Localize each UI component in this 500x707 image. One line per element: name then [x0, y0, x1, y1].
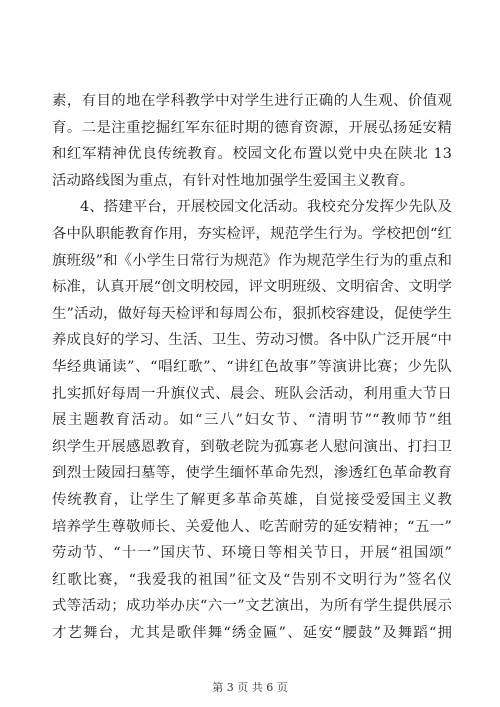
- text-line-14: 织学生开展感恩教育，到敬老院为孤寡老人慰问演出、打扫卫: [52, 438, 452, 455]
- text-line-12: 扎实抓好每周一升旗仪式、晨会、班队会活动，利用重大节日: [52, 385, 452, 402]
- text-line-7: 旗班级”和《小学生日常行为规范》作为规范学生行为的重点和: [52, 252, 452, 269]
- text-line-3: 和红军精神优良传统教育。校园文化布置以党中央在陕北 13: [52, 146, 452, 163]
- text-line-21: 才艺舞台，尤其是歌伴舞“绣金匾”、延安“腰鼓”及舞蹈“拥: [52, 624, 452, 641]
- page-number-footer: 第 3 页 共 6 页: [212, 681, 288, 694]
- text-line-10: 养成良好的学习、生活、卫生、劳动习惯。各中队广泛开展“中: [52, 332, 452, 349]
- text-line-11: 华经典诵读”、“唱红歌”、“讲红色故事”等演讲比赛；少先队: [52, 358, 452, 375]
- text-line-13: 展主题教育活动。如“三八”妇女节、“清明节”“教师节”组: [52, 412, 452, 429]
- text-line-18: 劳动节、“十一”国庆节、环境日等相关节日，开展“祖国颂”: [52, 545, 452, 562]
- text-line-4: 活动路线图为重点，有针对性地加强学生爱国主义教育。: [52, 172, 415, 189]
- text-line-20: 式等活动；成功举办庆“六一”文艺演出，为所有学生提供展示: [52, 598, 452, 615]
- text-line-16: 传统教育，让学生了解更多革命英雄，自觉接受爱国主义教: [52, 491, 452, 508]
- text-line-2: 育。二是注重挖掘红军东征时期的德育资源，开展弘扬延安精: [52, 119, 452, 136]
- text-line-19: 红歌比赛，“我爱我的祖国”征文及“告别不文明行为”签名仪: [52, 571, 452, 588]
- text-line-17: 培养学生尊敬师长、关爱他人、吃苦耐劳的延安精神；“五一”: [52, 518, 452, 535]
- body-text: [52, 88, 452, 646]
- text-line-9: 生”活动，做好每天检评和每周公布，狠抓校容建设，促使学生: [52, 305, 452, 322]
- text-line-15: 到烈士陵园扫墓等，使学生缅怀革命先烈，渗透红色革命教育: [52, 465, 452, 482]
- text-line-6: 各中队职能教育作用，夯实检评，规范学生行为。学校把创“红: [52, 225, 452, 242]
- text-line-1: 素，有目的地在学科教学中对学生进行正确的人生观、价值观: [52, 93, 452, 109]
- text-line-8: 标准，认真开展“创文明校园，评文明班级、文明宿舍、文明学: [52, 279, 452, 296]
- text-line-5: 4、搭建平台，开展校园文化活动。我校充分发挥少先队及: [80, 199, 452, 216]
